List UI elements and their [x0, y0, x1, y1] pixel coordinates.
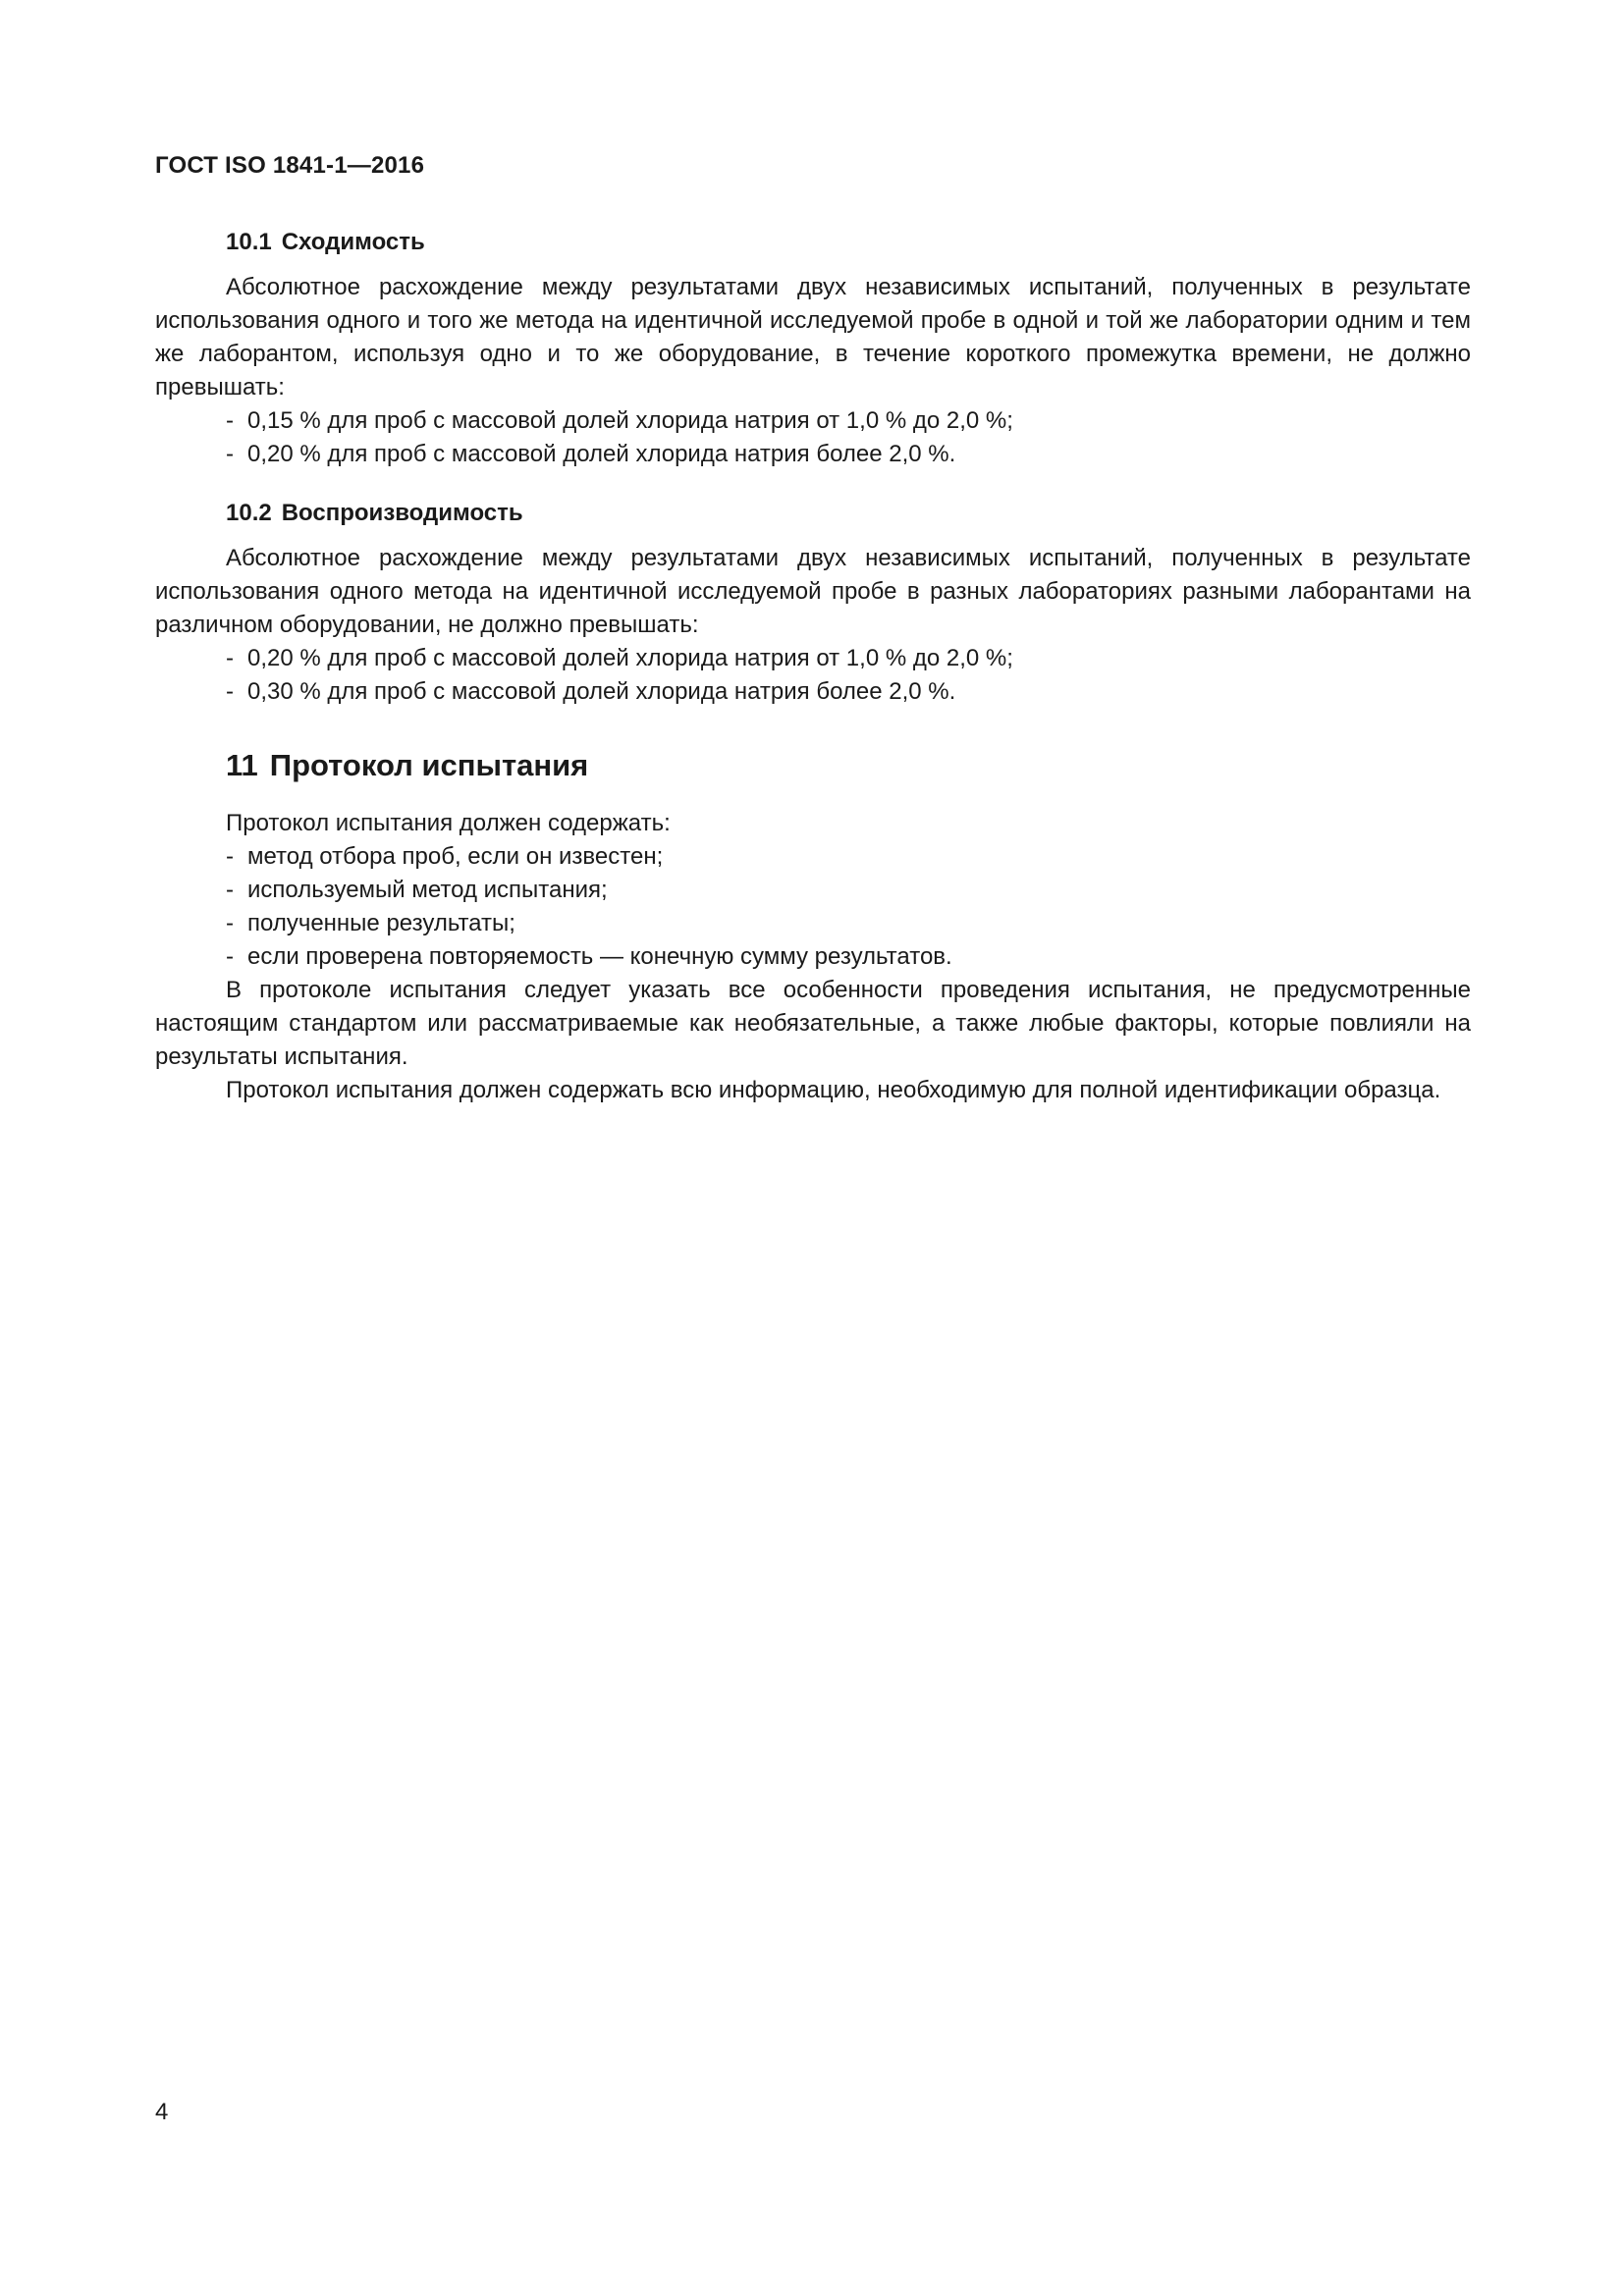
page-number: 4: [155, 2099, 169, 2125]
list-marker: -: [226, 943, 234, 970]
protocol-contents-list: [155, 840, 1471, 974]
list-item: - полученные результаты;: [226, 907, 1471, 940]
list-item: - если проверена повторяемость — конечную сумму результатов.: [226, 940, 1471, 974]
section-paragraph-11-2: В протоколе испытания следует указать все особенности проведения испытания, не предусмотренные настоящим стандартом или рассматриваемые как необязательные, а также любые факторы, которые повлияли на результаты испытания.: [155, 977, 1471, 1070]
limits-list-10-2: [155, 642, 1471, 709]
subsection-paragraph-10-2: Абсолютное расхождение между результатами двух независимых испытаний, полученных в результате использования одного метода на идентичной исследуемой пробе в разных лабораториях разными лаборантами на различном оборудовании, не должно превышать:: [155, 545, 1471, 638]
section-title: Протокол испытания: [269, 748, 589, 782]
list-marker: -: [226, 645, 234, 671]
document-content: [155, 226, 1471, 1107]
list-item: - 0,30 % для проб с массовой долей хлорида натрия более 2,0 %.: [226, 675, 1471, 709]
list-marker: -: [226, 678, 234, 705]
list-item: - 0,15 % для проб с массовой долей хлорида натрия от 1,0 % до 2,0 %;: [226, 404, 1471, 438]
limits-list-10-1: [155, 404, 1471, 471]
section-number: 11: [226, 748, 258, 782]
subsection-title: Сходимость: [281, 229, 425, 255]
list-item: - 0,20 % для проб с массовой долей хлорида натрия более 2,0 %.: [226, 438, 1471, 471]
list-marker: -: [226, 407, 234, 434]
list-marker: -: [226, 441, 234, 467]
section-intro-11: Протокол испытания должен содержать:: [226, 810, 671, 836]
list-item: - используемый метод испытания;: [226, 874, 1471, 907]
document-page: [155, 0, 1471, 2296]
document-code-header: ГОСТ ISO 1841-1—2016: [155, 152, 425, 179]
subsection-heading-10-2: [155, 497, 1471, 530]
list-marker: -: [226, 843, 234, 870]
list-marker: -: [226, 877, 234, 903]
section-paragraph-11-3: Протокол испытания должен содержать всю информацию, необходимую для полной идентификации образца.: [226, 1077, 1441, 1103]
list-item: - 0,20 % для проб с массовой долей хлорида натрия от 1,0 % до 2,0 %;: [226, 642, 1471, 675]
list-marker: -: [226, 910, 234, 936]
section-heading-11: [155, 746, 1471, 785]
subsection-heading-10-1: [155, 226, 1471, 259]
subsection-paragraph-10-1: Абсолютное расхождение между результатами двух независимых испытаний, полученных в результате использования одного и того же метода на идентичной исследуемой пробе в одной и той же лаборатории одним и тем же лаборантом, используя одно и то же оборудование, в течение короткого промежутка времени, не должно превышать:: [155, 274, 1471, 400]
list-item: - метод отбора проб, если он известен;: [226, 840, 1471, 874]
subsection-title: Воспроизводимость: [281, 500, 523, 526]
subsection-number: 10.2: [226, 500, 272, 526]
subsection-number: 10.1: [226, 229, 272, 255]
